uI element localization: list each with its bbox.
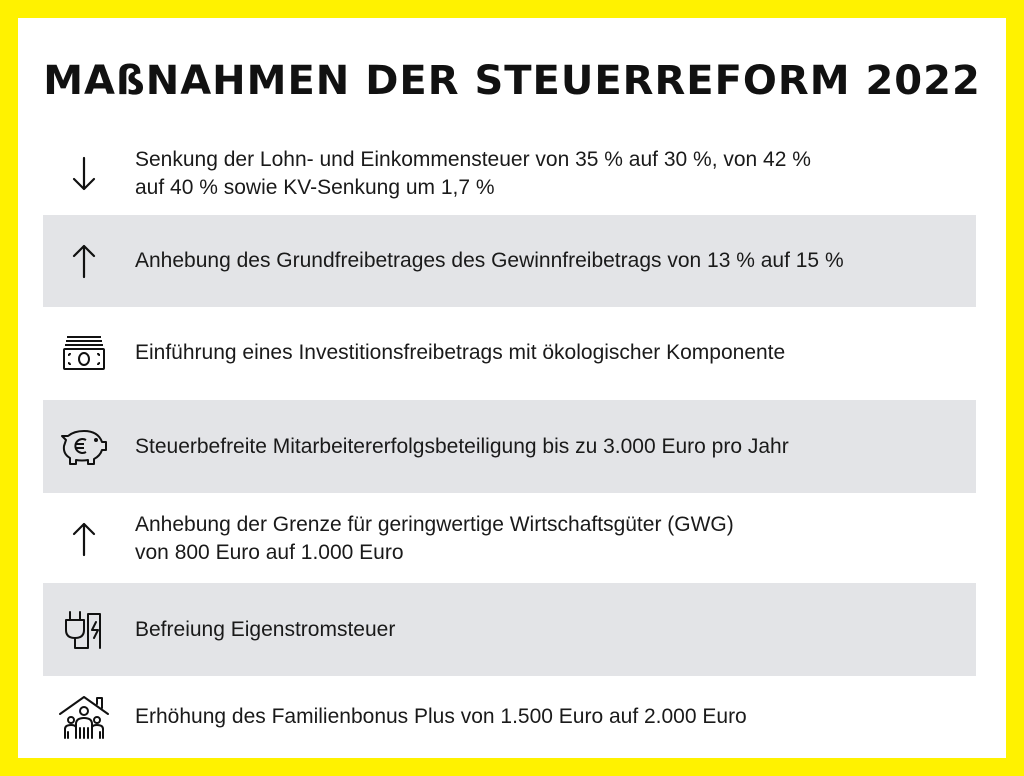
item-text-line: Befreiung Eigenstromsteuer <box>135 617 396 641</box>
list-item <box>43 215 976 307</box>
item-text-line: Anhebung der Grenze für geringwertige Wirtschaftsgüter (GWG) <box>135 513 734 536</box>
arrow-down-icon <box>43 154 125 194</box>
list-item <box>43 400 976 493</box>
list-item <box>43 676 976 758</box>
power-plug-icon <box>43 608 125 652</box>
item-text <box>125 146 811 202</box>
item-text-line: von 800 Euro auf 1.000 Euro <box>135 541 404 564</box>
arrow-up-icon <box>43 241 125 281</box>
item-text-line: Anhebung des Grundfreibetrages des Gewinnfreibetrags von 13 % auf 15 % <box>135 249 844 272</box>
list-item <box>43 130 976 218</box>
family-house-icon <box>43 694 125 740</box>
list-item <box>43 307 976 399</box>
list-item <box>43 495 976 583</box>
item-text-line: auf 40 % sowie KV-Senkung um 1,7 % <box>135 176 495 199</box>
arrow-up-icon <box>43 519 125 559</box>
infographic-card <box>18 18 1006 758</box>
page-title: MAßNAHMEN DER STEUERREFORM 2022 <box>43 58 981 104</box>
item-text <box>125 247 844 275</box>
item-text-line: Steuerbefreite Mitarbeitererfolgsbeteiligung bis zu 3.000 Euro pro Jahr <box>135 434 789 458</box>
item-text <box>125 433 789 461</box>
item-text-line: Senkung der Lohn- und Einkommensteuer von 35 % auf 30 %, von 42 % <box>135 148 811 171</box>
item-text-line: Erhöhung des Familienbonus Plus von 1.500 Euro auf 2.000 Euro <box>135 705 747 728</box>
piggy-bank-euro-icon <box>43 426 125 468</box>
item-text-line: Einführung eines Investitionsfreibetrags mit ökologischer Komponente <box>135 341 786 364</box>
item-text <box>125 703 747 731</box>
item-text <box>125 616 395 644</box>
money-stack-icon <box>43 333 125 373</box>
list-item <box>43 583 976 676</box>
item-text <box>125 339 785 367</box>
item-text <box>125 511 734 567</box>
